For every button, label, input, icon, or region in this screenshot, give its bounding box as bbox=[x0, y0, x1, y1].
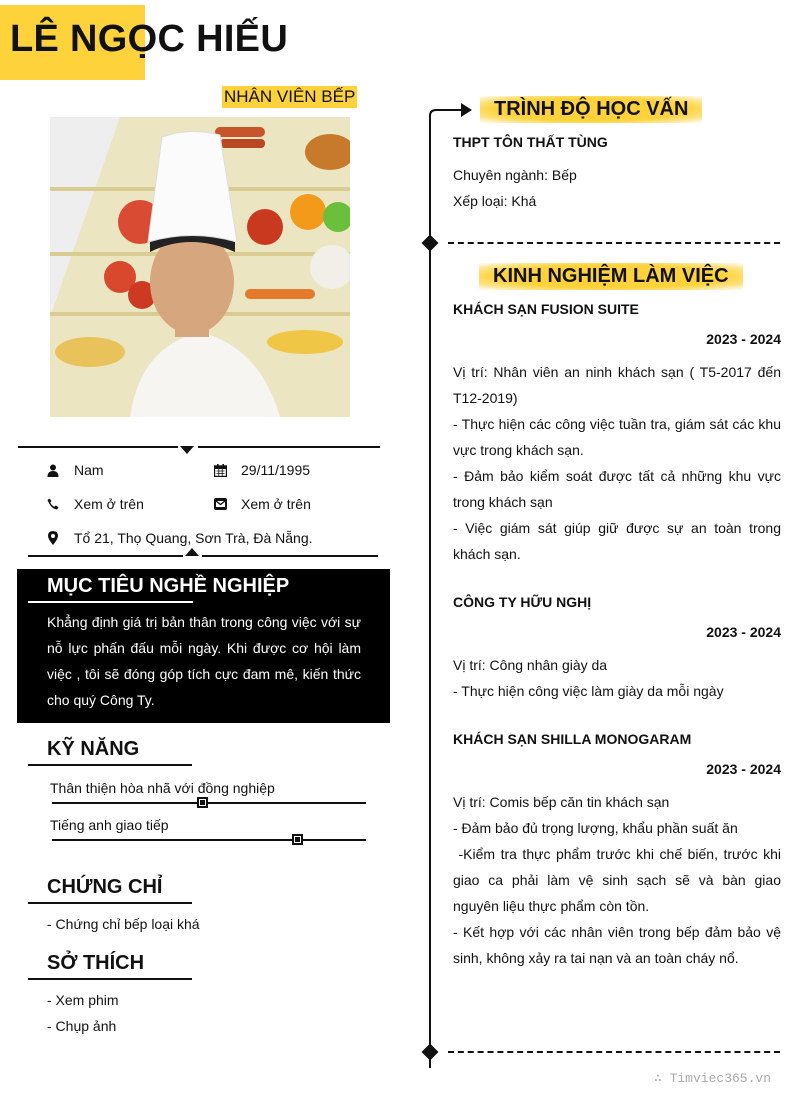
contact-bottom-divider-left bbox=[28, 555, 183, 557]
hobbies-underline bbox=[28, 978, 192, 980]
skill-level-handle bbox=[292, 834, 303, 845]
job-date: 2023 - 2024 bbox=[706, 624, 781, 640]
job-line: - Kết hợp với các nhân viên trong bếp đảm bảo vệ sinh, không xảy ra tai nạn và an toàn cháy nổ. bbox=[453, 924, 781, 966]
skill-level-handle bbox=[197, 797, 208, 808]
calendar-icon bbox=[213, 463, 227, 477]
education-title: TRÌNH ĐỘ HỌC VẤN bbox=[480, 96, 702, 123]
job-line: - Thực hiện công việc làm giày da mỗi ngày bbox=[453, 683, 724, 699]
job-description bbox=[453, 789, 785, 971]
candidate-name: LÊ NGỌC HIẾU bbox=[10, 18, 289, 60]
triangle-down-icon bbox=[180, 446, 194, 454]
watermark: ∴ Timviec365.vn bbox=[653, 1071, 771, 1086]
contact-email bbox=[213, 496, 311, 512]
job-line: Vị trí: Công nhân giày da bbox=[453, 657, 608, 673]
skill-label: Thân thiện hòa nhã với đồng nghiệp bbox=[50, 780, 275, 796]
hobby-item: - Chụp ảnh bbox=[47, 1018, 117, 1034]
envelope-icon bbox=[213, 497, 227, 511]
education-line: Chuyên ngành: Bếp bbox=[453, 167, 577, 183]
skills-underline bbox=[28, 764, 192, 766]
job-line: - Thực hiện các công việc tuần tra, giám sát các khu vực trong khách sạn. bbox=[453, 416, 781, 458]
email-value: Xem ở trên bbox=[241, 496, 311, 512]
objective-text: Khẳng định giá trị bản thân trong công việc với sự nỗ lực phấn đấu mỗi ngày. Khi được cơ hội làm việc , tôi sẽ đóng góp tích cực đam mê, kiến thức cho quý Công Ty. bbox=[47, 614, 361, 708]
certificates-underline bbox=[28, 902, 192, 904]
contact-gender bbox=[46, 462, 104, 478]
certificate-item: - Chứng chỉ bếp loại khá bbox=[47, 916, 200, 932]
job-description bbox=[453, 652, 781, 704]
career-objective-section bbox=[17, 569, 390, 723]
phone-value: Xem ở trên bbox=[74, 496, 144, 512]
job-line: - Việc giám sát giúp giữ được sự an toàn trong khách sạn. bbox=[453, 520, 781, 562]
hobbies-title: SỞ THÍCH bbox=[47, 952, 145, 974]
map-pin-icon bbox=[46, 531, 60, 545]
phone-icon bbox=[46, 497, 60, 511]
job-date: 2023 - 2024 bbox=[706, 331, 781, 347]
timeline-diamond-icon bbox=[422, 235, 439, 252]
education-school: THPT TÔN THẤT TÙNG bbox=[453, 134, 608, 150]
profile-photo bbox=[50, 117, 350, 417]
hobby-item: - Xem phim bbox=[47, 992, 119, 1008]
job-title: NHÂN VIÊN BẾP bbox=[224, 87, 356, 106]
job-line: Vị trí: Nhân viên an ninh khách sạn ( T5-2017 đến T12-2019) bbox=[453, 364, 781, 406]
triangle-up-icon bbox=[185, 548, 199, 556]
gender-value: Nam bbox=[74, 462, 104, 478]
job-date: 2023 - 2024 bbox=[706, 761, 781, 777]
timeline-line bbox=[429, 120, 431, 1068]
job-description bbox=[453, 359, 781, 567]
skill-bar bbox=[52, 839, 366, 841]
job-company: CÔNG TY HỮU NGHỊ bbox=[453, 594, 592, 610]
skill-bar bbox=[52, 802, 366, 804]
job-line: Vị trí: Comis bếp căn tin khách sạn bbox=[453, 794, 670, 810]
job-line: - Đảm bảo đủ trọng lượng, khẩu phần suất ăn bbox=[453, 820, 738, 836]
job-company: KHÁCH SẠN FUSION SUITE bbox=[453, 301, 639, 317]
job-line: -Kiểm tra thực phẩm trước khi chế biến, trước khi giao ca phải làm vệ sinh sạch sẽ và bàn giao nguyên liệu thực phẩm còn tồn. bbox=[453, 846, 785, 914]
objective-underline bbox=[28, 601, 193, 603]
skill-label: Tiếng anh giao tiếp bbox=[50, 817, 169, 833]
contact-birthday bbox=[213, 462, 310, 478]
section-divider bbox=[448, 1051, 780, 1053]
contact-bottom-divider-right bbox=[202, 555, 378, 557]
job-line: - Đảm bảo kiểm soát được tất cả những khu vực trong khách sạn bbox=[453, 468, 781, 510]
timeline-diamond-icon bbox=[422, 1044, 439, 1061]
contact-top-divider-right bbox=[198, 446, 380, 448]
skills-title: KỸ NĂNG bbox=[47, 738, 140, 760]
address-value: Tổ 21, Thọ Quang, Sơn Trà, Đà Nẵng. bbox=[74, 530, 313, 546]
job-company: KHÁCH SẠN SHILLA MONOGARAM bbox=[453, 731, 692, 747]
contact-address bbox=[46, 530, 313, 546]
education-line: Xếp loại: Khá bbox=[453, 193, 537, 209]
timeline-arrow-icon bbox=[425, 100, 475, 130]
section-divider bbox=[448, 242, 780, 244]
contact-top-divider-left bbox=[18, 446, 178, 448]
certificates-title: CHỨNG CHỈ bbox=[47, 876, 163, 898]
user-icon bbox=[46, 463, 60, 477]
contact-phone bbox=[46, 496, 144, 512]
objective-title: MỤC TIÊU NGHỀ NGHIỆP bbox=[47, 575, 290, 597]
experience-title: KINH NGHIỆM LÀM VIỆC bbox=[479, 263, 743, 290]
birthday-value: 29/11/1995 bbox=[241, 462, 311, 478]
